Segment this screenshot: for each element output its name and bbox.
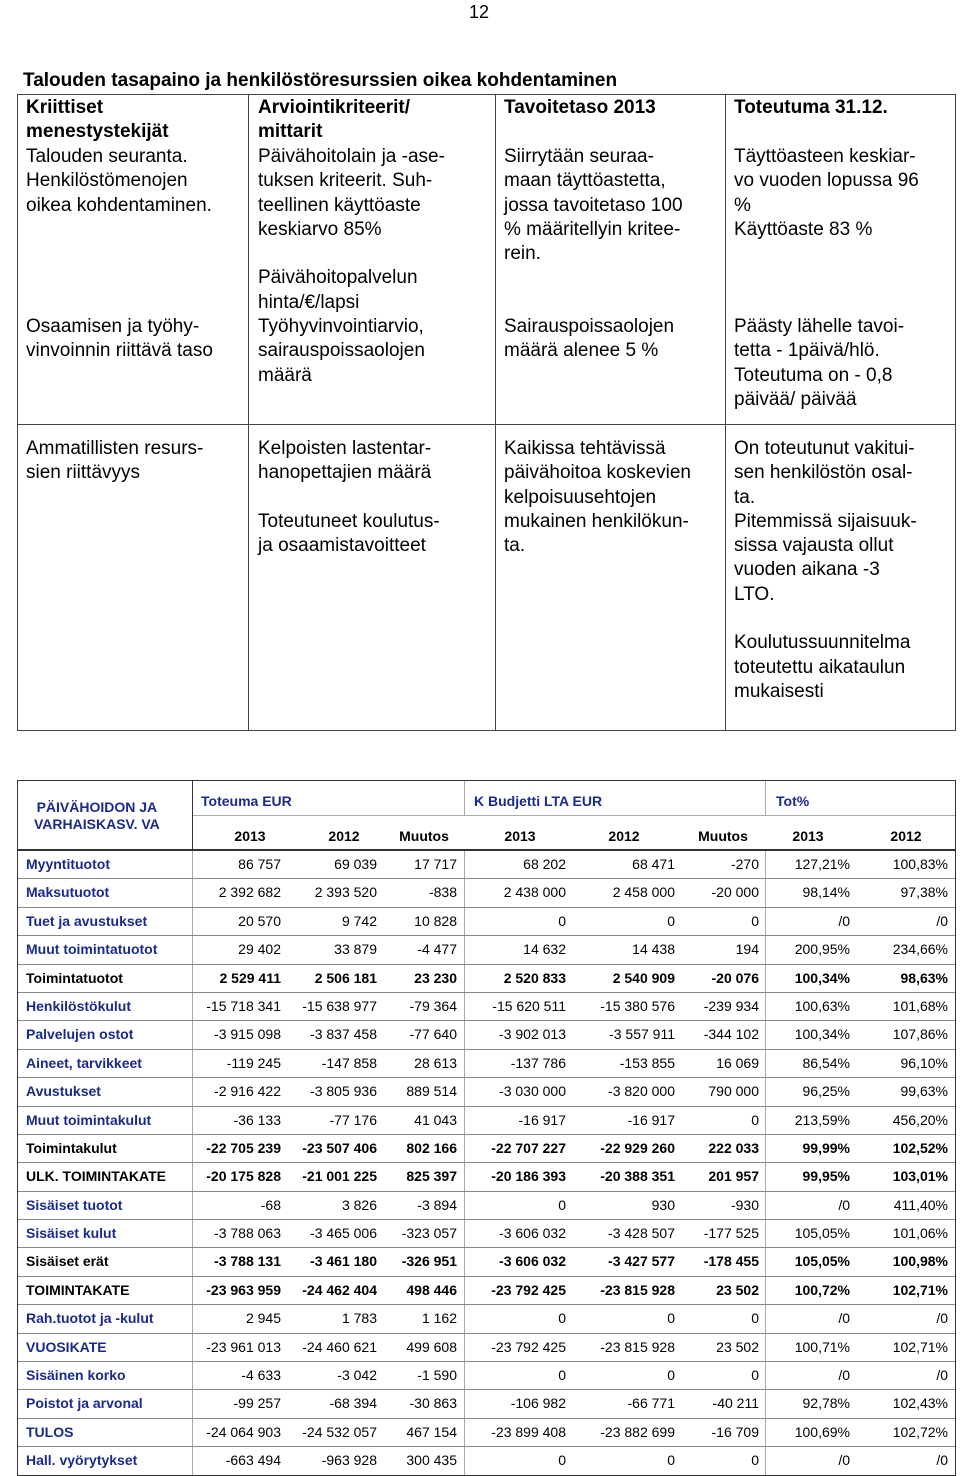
row-label: Hall. vyörytykset bbox=[26, 1452, 138, 1469]
row-value: -15 718 341 bbox=[206, 997, 281, 1014]
row-value: -16 709 bbox=[711, 1423, 759, 1440]
row-value: 0 bbox=[751, 912, 759, 929]
row-value: 0 bbox=[558, 1196, 566, 1213]
row-value: -23 792 425 bbox=[491, 1281, 566, 1298]
row-value: -23 882 699 bbox=[600, 1423, 675, 1440]
row-value: 0 bbox=[751, 1111, 759, 1128]
row-value: 98,63% bbox=[900, 969, 948, 986]
row-label: TULOS bbox=[26, 1423, 74, 1440]
row-value: /0 bbox=[936, 1310, 948, 1327]
row-value: 1 783 bbox=[341, 1310, 377, 1327]
row-value: 23 230 bbox=[414, 969, 457, 986]
row-value: -15 380 576 bbox=[600, 997, 675, 1014]
row-value: 14 438 bbox=[632, 941, 675, 958]
row-value: 105,05% bbox=[794, 1225, 850, 1242]
table-row bbox=[18, 1304, 955, 1332]
row-value: 69 039 bbox=[334, 856, 377, 872]
row-value: 790 000 bbox=[708, 1083, 759, 1100]
row-label: Muut toimintakulut bbox=[26, 1111, 152, 1128]
row-label: TOIMINTAKATE bbox=[26, 1281, 130, 1298]
row-value: -3 837 458 bbox=[310, 1026, 377, 1043]
row-value: -23 815 928 bbox=[600, 1338, 675, 1355]
row-label: Palvelujen ostot bbox=[26, 1026, 134, 1043]
row3-actual: On toteutunut vakitui- sen henkilöstön osal- ta. Pitemmissä sijaisuuk- sissa vajausta ollut vuoden aikana -3 LTO. Koulutussuunnitelma toteutettu aikataulun mukaisesti bbox=[734, 438, 917, 702]
row-value: 107,86% bbox=[892, 1026, 948, 1043]
row-value: -22 707 227 bbox=[491, 1139, 566, 1156]
row-value: 930 bbox=[651, 1196, 675, 1213]
row-value: -16 917 bbox=[627, 1111, 675, 1128]
finance-table bbox=[17, 780, 956, 1476]
finance-table-body bbox=[17, 849, 956, 1476]
row-value: -36 133 bbox=[233, 1111, 281, 1128]
row-value: 2 540 909 bbox=[612, 969, 675, 986]
row-value: -119 245 bbox=[226, 1054, 281, 1071]
row-value: -3 788 063 bbox=[214, 1225, 281, 1242]
row-value: 102,43% bbox=[892, 1395, 948, 1412]
row-value: -4 633 bbox=[241, 1367, 281, 1384]
row-label: Sisäiset tuotot bbox=[26, 1196, 123, 1213]
table-row bbox=[18, 1191, 955, 1219]
table-row bbox=[18, 1049, 955, 1077]
row-value: -20 186 393 bbox=[491, 1168, 566, 1185]
page-number: 12 bbox=[469, 2, 490, 22]
row-value: -3 030 000 bbox=[499, 1083, 566, 1100]
row-value: 100,98% bbox=[892, 1253, 948, 1270]
row-value: 0 bbox=[558, 1367, 566, 1384]
row-value: -2 916 422 bbox=[214, 1083, 281, 1100]
row-value: -23 961 013 bbox=[206, 1338, 281, 1355]
table-row bbox=[18, 1247, 955, 1275]
row-label: Poistot ja arvonal bbox=[26, 1395, 143, 1412]
row-value: /0 bbox=[936, 912, 948, 929]
row-value: -23 963 959 bbox=[206, 1281, 281, 1298]
row-value: 16 069 bbox=[716, 1054, 759, 1071]
row-label: Avustukset bbox=[26, 1083, 101, 1100]
row3-criteria: Kelpoisten lastentar- hanopettajien määrä Toteutuneet koulutus- ja osaamistavoitteet bbox=[258, 438, 440, 557]
row3-factor: Ammatillisten resurs- sien riittävyys bbox=[26, 438, 204, 484]
row-value: -77 640 bbox=[409, 1026, 457, 1043]
row-value: 200,95% bbox=[794, 941, 850, 958]
subheader-2012-percent: 2012 bbox=[890, 828, 922, 844]
row-value: -3 805 936 bbox=[310, 1083, 377, 1100]
row-value: -153 855 bbox=[619, 1054, 675, 1071]
row-value: -24 064 903 bbox=[206, 1423, 281, 1440]
criteria-table bbox=[17, 94, 956, 731]
row-value: -1 590 bbox=[417, 1367, 457, 1384]
row-value: 20 570 bbox=[238, 912, 281, 929]
table-row bbox=[18, 964, 955, 992]
column-divider bbox=[495, 94, 496, 731]
row-value: -3 915 098 bbox=[214, 1026, 281, 1043]
row-value: 96,25% bbox=[802, 1083, 850, 1100]
row-value: -79 364 bbox=[409, 997, 457, 1014]
row1-target: Siirrytään seuraa- maan täyttöastetta, jossa tavoitetaso 100 % määritellyin kritee- rein. bbox=[504, 146, 683, 265]
row-value: 499 608 bbox=[406, 1338, 457, 1355]
header-actual: Toteutuma 31.12. bbox=[734, 97, 888, 118]
row-value: 100,63% bbox=[794, 997, 850, 1014]
row-label: Rah.tuotot ja -kulut bbox=[26, 1310, 154, 1327]
row-value: 101,68% bbox=[892, 997, 948, 1014]
row-value: -66 771 bbox=[627, 1395, 675, 1412]
row-value: -77 176 bbox=[329, 1111, 377, 1128]
row-value: 68 202 bbox=[523, 856, 566, 872]
row2-factor: Osaamisen ja työhy- vinvoinnin riittävä taso bbox=[26, 316, 213, 362]
row-value: -344 102 bbox=[703, 1026, 759, 1043]
row-value: -838 bbox=[428, 884, 457, 901]
row-value: 467 154 bbox=[406, 1423, 457, 1440]
row-value: -323 057 bbox=[401, 1225, 457, 1242]
row-value: 300 435 bbox=[406, 1452, 457, 1469]
row-value: -22 929 260 bbox=[600, 1139, 675, 1156]
table-row bbox=[18, 907, 955, 935]
row-value: -3 461 180 bbox=[310, 1253, 377, 1270]
row-value: 99,63% bbox=[900, 1083, 948, 1100]
row-value: 2 529 411 bbox=[219, 969, 281, 986]
row-label: Henkilöstökulut bbox=[26, 997, 132, 1014]
row-value: 456,20% bbox=[892, 1111, 948, 1128]
row-value: -326 951 bbox=[401, 1253, 457, 1270]
row-value: 0 bbox=[667, 1367, 675, 1384]
table-row bbox=[18, 1020, 955, 1048]
finance-table-header bbox=[17, 780, 956, 849]
row-value: 0 bbox=[558, 912, 566, 929]
subheader-2012-budget: 2012 bbox=[608, 828, 640, 844]
table-row bbox=[18, 992, 955, 1020]
header-criteria: Arviointikriteerit/ mittarit bbox=[258, 97, 411, 143]
row-value: /0 bbox=[838, 1452, 850, 1469]
row-value: 100,34% bbox=[794, 969, 850, 986]
table-row bbox=[18, 878, 955, 906]
row-value: 127,21% bbox=[794, 856, 850, 872]
row-value: 99,99% bbox=[802, 1139, 850, 1156]
row-value: -20 000 bbox=[711, 884, 759, 901]
table-row bbox=[18, 850, 955, 878]
row-value: /0 bbox=[838, 1310, 850, 1327]
row-value: 2 393 520 bbox=[314, 884, 377, 901]
row-value: 102,71% bbox=[892, 1281, 948, 1298]
row-value: 33 879 bbox=[334, 941, 377, 958]
row-value: -20 388 351 bbox=[600, 1168, 675, 1185]
row-value: 100,83% bbox=[892, 856, 948, 872]
row-value: -24 462 404 bbox=[302, 1281, 377, 1298]
row-value: 2 506 181 bbox=[314, 969, 377, 986]
row-label: VUOSIKATE bbox=[26, 1338, 107, 1355]
row-value: -3 820 000 bbox=[608, 1083, 675, 1100]
table-row bbox=[18, 1219, 955, 1247]
row-value: -15 638 977 bbox=[302, 997, 377, 1014]
row-value: 98,14% bbox=[802, 884, 850, 901]
subheader-2013-percent: 2013 bbox=[792, 828, 824, 844]
row-value: 0 bbox=[667, 1310, 675, 1327]
row2-criteria: Työhyvinvointiarvio, sairauspoissaolojen määrä bbox=[258, 316, 425, 386]
row-value: 2 438 000 bbox=[503, 884, 566, 901]
row-value: 2 945 bbox=[245, 1310, 281, 1327]
row-value: -3 788 131 bbox=[214, 1253, 281, 1270]
row-value: 29 402 bbox=[238, 941, 281, 958]
row-value: -3 894 bbox=[417, 1196, 457, 1213]
row-value: 2 458 000 bbox=[612, 884, 675, 901]
header-critical-factors: Kriittiset menestystekijät bbox=[26, 97, 169, 143]
row-value: -40 211 bbox=[712, 1395, 759, 1412]
row-value: -4 477 bbox=[417, 941, 457, 958]
table-row bbox=[18, 1418, 955, 1446]
row-value: 0 bbox=[667, 912, 675, 929]
row-value: 201 957 bbox=[708, 1168, 759, 1185]
subheader-2012-actual: 2012 bbox=[328, 828, 360, 844]
row-value: -239 934 bbox=[703, 997, 759, 1014]
row-value: 2 520 833 bbox=[503, 969, 566, 986]
row-value: 100,69% bbox=[794, 1423, 850, 1440]
row-value: 41 043 bbox=[414, 1111, 457, 1128]
row-value: -3 606 032 bbox=[499, 1253, 566, 1270]
row-value: -20 175 828 bbox=[206, 1168, 281, 1185]
row-value: -3 042 bbox=[337, 1367, 377, 1384]
row-value: 68 471 bbox=[632, 856, 675, 872]
group-header-actual: Toteuma EUR bbox=[201, 793, 292, 809]
row-divider bbox=[17, 424, 956, 425]
row-value: 103,01% bbox=[892, 1168, 948, 1185]
row1-actual: Täyttöasteen keskiar- vo vuoden lopussa 96 % Käyttöaste 83 % bbox=[734, 146, 919, 240]
row-value: -23 507 406 bbox=[302, 1139, 377, 1156]
row-value: 100,71% bbox=[794, 1338, 850, 1355]
row-value: 96,10% bbox=[900, 1054, 948, 1071]
row-value: -137 786 bbox=[510, 1054, 566, 1071]
row-label: Toimintatuotot bbox=[26, 969, 123, 986]
row-value: 10 828 bbox=[414, 912, 457, 929]
row-value: -20 076 bbox=[711, 969, 759, 986]
table-row bbox=[18, 1276, 955, 1304]
row-value: -178 455 bbox=[703, 1253, 759, 1270]
row-label: Toimintakulut bbox=[26, 1139, 117, 1156]
row-value: -930 bbox=[730, 1196, 759, 1213]
row-value: 99,95% bbox=[802, 1168, 850, 1185]
row-value: -3 465 006 bbox=[310, 1225, 377, 1242]
column-divider bbox=[725, 94, 726, 731]
row-value: -24 532 057 bbox=[302, 1423, 377, 1440]
row-value: 802 166 bbox=[406, 1139, 457, 1156]
row-value: -270 bbox=[730, 856, 759, 872]
row-value: 100,72% bbox=[794, 1281, 850, 1298]
row-label: Tuet ja avustukset bbox=[26, 912, 148, 929]
row-value: 105,05% bbox=[794, 1253, 850, 1270]
row-value: 101,06% bbox=[892, 1225, 948, 1242]
row-label: Sisäiset erät bbox=[26, 1253, 109, 1270]
table-row bbox=[18, 1106, 955, 1134]
row-value: -68 bbox=[260, 1196, 281, 1213]
table-row bbox=[18, 1162, 955, 1190]
row-value: -21 001 225 bbox=[302, 1168, 377, 1185]
row-value: -24 460 621 bbox=[302, 1338, 377, 1355]
row-label: ULK. TOIMINTAKATE bbox=[26, 1168, 166, 1185]
row-value: 222 033 bbox=[708, 1139, 759, 1156]
row-value: 86 757 bbox=[238, 856, 281, 872]
row1-factor: Talouden seuranta. Henkilöstömenojen oikea kohdentaminen. bbox=[26, 146, 212, 216]
row-value: -3 902 013 bbox=[499, 1026, 566, 1043]
row-value: /0 bbox=[838, 1367, 850, 1384]
row-value: 3 826 bbox=[341, 1196, 377, 1213]
row-value: 194 bbox=[735, 941, 759, 958]
subheader-2013-budget: 2013 bbox=[504, 828, 536, 844]
row-value: -147 858 bbox=[321, 1054, 377, 1071]
table-row bbox=[18, 1077, 955, 1105]
row1-criteria: Päivähoitolain ja -ase- tuksen kriteerit. Suh- teellinen käyttöaste keskiarvo 85% Päivähoitopalvelun hinta/€/lapsi bbox=[258, 146, 445, 313]
row-value: 0 bbox=[558, 1452, 566, 1469]
row-value: 213,59% bbox=[794, 1111, 850, 1128]
row2-target: Sairauspoissaolojen määrä alenee 5 % bbox=[504, 316, 675, 362]
row-value: -663 494 bbox=[225, 1452, 281, 1469]
row-value: -106 982 bbox=[510, 1395, 566, 1412]
row-label: Aineet, tarvikkeet bbox=[26, 1054, 142, 1071]
row-value: 92,78% bbox=[802, 1395, 850, 1412]
row-value: -99 257 bbox=[233, 1395, 281, 1412]
group-header-budget: K Budjetti LTA EUR bbox=[474, 793, 603, 809]
row-label: Maksutuotot bbox=[26, 884, 110, 901]
row-value: /0 bbox=[936, 1367, 948, 1384]
row-value: 86,54% bbox=[802, 1054, 850, 1071]
row-value: -23 792 425 bbox=[491, 1338, 566, 1355]
row-label: Myyntituotot bbox=[26, 856, 110, 872]
row-value: -22 705 239 bbox=[206, 1139, 281, 1156]
row-value: 0 bbox=[751, 1310, 759, 1327]
row-value: 411,40% bbox=[893, 1196, 948, 1213]
row-value: 97,38% bbox=[900, 884, 948, 901]
row-value: -23 815 928 bbox=[600, 1281, 675, 1298]
row-value: -23 899 408 bbox=[491, 1423, 566, 1440]
row-value: 1 162 bbox=[421, 1310, 457, 1327]
unit-label: PÄIVÄHOIDON JA VARHAISKASV. VA bbox=[34, 799, 160, 832]
row-value: 825 397 bbox=[406, 1168, 457, 1185]
column-divider bbox=[248, 94, 249, 731]
row-value: 234,66% bbox=[892, 941, 948, 958]
row-value: 0 bbox=[558, 1310, 566, 1327]
row-value: /0 bbox=[838, 1196, 850, 1213]
row-value: 498 446 bbox=[406, 1281, 457, 1298]
row-value: -3 606 032 bbox=[499, 1225, 566, 1242]
row-value: 14 632 bbox=[523, 941, 566, 958]
row-value: -3 557 911 bbox=[609, 1026, 675, 1043]
row-value: -16 917 bbox=[518, 1111, 566, 1128]
row-value: 0 bbox=[751, 1452, 759, 1469]
group-header-percent: Tot% bbox=[776, 793, 810, 809]
document-title: Talouden tasapaino ja henkilöstöresurssien oikea kohdentaminen bbox=[23, 70, 618, 91]
row-value: -963 928 bbox=[321, 1452, 377, 1469]
row-value: 0 bbox=[751, 1367, 759, 1384]
row2-actual: Päästy lähelle tavoi- tetta - 1päivä/hlö. Toteutuma on - 0,8 päivää/ päivää bbox=[734, 316, 905, 410]
table-row bbox=[18, 935, 955, 963]
row-value: /0 bbox=[838, 912, 850, 929]
table-row bbox=[18, 1134, 955, 1162]
table-row bbox=[18, 1389, 955, 1417]
row-label: Sisäiset kulut bbox=[26, 1225, 117, 1242]
row-value: -177 525 bbox=[703, 1225, 759, 1242]
row-value: 889 514 bbox=[406, 1083, 457, 1100]
row-value: /0 bbox=[936, 1452, 948, 1469]
row-label: Muut toimintatuotot bbox=[26, 941, 158, 958]
subheader-change-budget: Muutos bbox=[698, 828, 748, 844]
subheader-change-actual: Muutos bbox=[399, 828, 449, 844]
row-label: Sisäinen korko bbox=[26, 1367, 126, 1384]
row-value: -30 863 bbox=[409, 1395, 457, 1412]
row-value: -68 394 bbox=[329, 1395, 377, 1412]
row-value: 100,34% bbox=[794, 1026, 850, 1043]
table-row bbox=[18, 1446, 955, 1474]
row-value: 102,52% bbox=[892, 1139, 948, 1156]
row-value: -3 428 507 bbox=[608, 1225, 675, 1242]
row-value: 0 bbox=[667, 1452, 675, 1469]
table-row bbox=[18, 1361, 955, 1389]
row-value: 102,72% bbox=[892, 1423, 948, 1440]
row-value: -15 620 511 bbox=[492, 997, 566, 1014]
row-value: 17 717 bbox=[414, 856, 457, 872]
row-value: 23 502 bbox=[716, 1281, 759, 1298]
row-value: -3 427 577 bbox=[608, 1253, 675, 1270]
header-target-2013: Tavoitetaso 2013 bbox=[504, 97, 656, 118]
row-value: 102,71% bbox=[892, 1338, 948, 1355]
row-value: 2 392 682 bbox=[218, 884, 281, 901]
subheader-2013-actual: 2013 bbox=[234, 828, 266, 844]
row-value: 28 613 bbox=[414, 1054, 457, 1071]
row-value: 9 742 bbox=[341, 912, 377, 929]
row-value: 23 502 bbox=[716, 1338, 759, 1355]
table-row bbox=[18, 1333, 955, 1361]
row3-target: Kaikissa tehtävissä päivähoitoa koskevien kelpoisuusehtojen mukainen henkilökun- ta. bbox=[504, 438, 691, 557]
